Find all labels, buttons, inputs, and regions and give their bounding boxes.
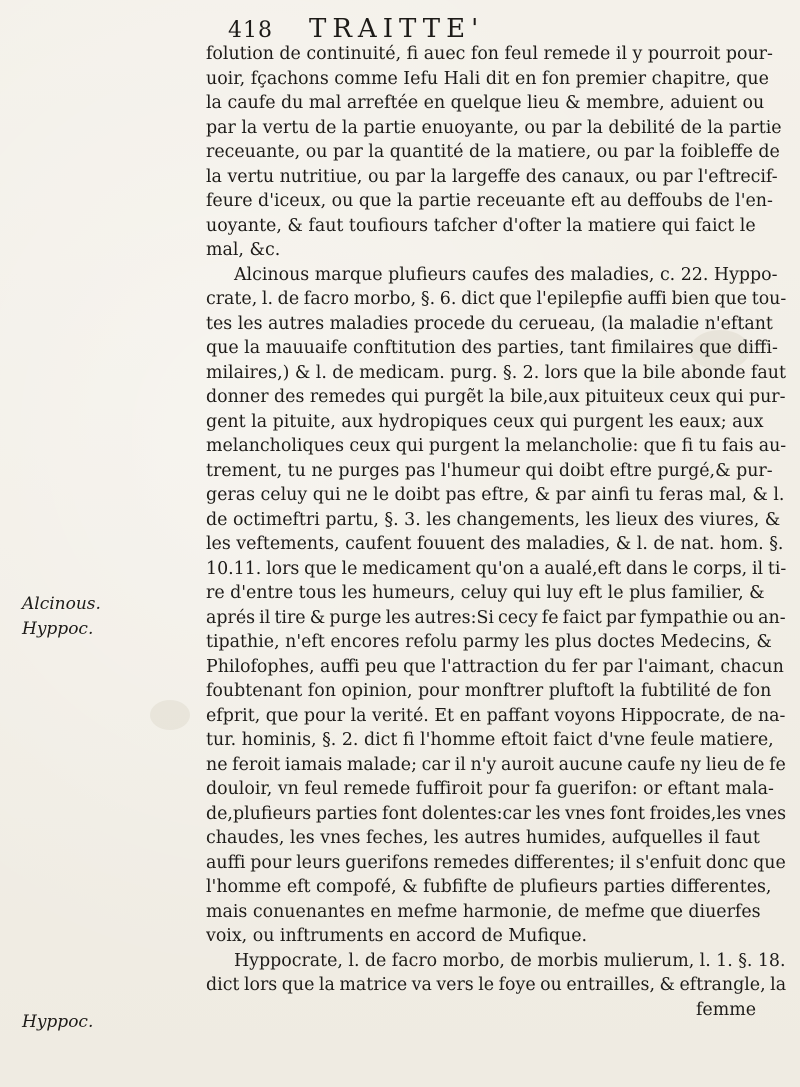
- text-line: que la mauuaife conftitution des parties, tant fimilaires que diffi-: [206, 338, 778, 358]
- text-line: trement, tu ne purges pas l'humeur qui doibt eftre purgé,& pur-: [206, 460, 773, 481]
- text-line: de octimeftri partu, §. 3. les changements, les lieux des viures, &: [206, 509, 781, 530]
- text-line: feure d'iceux, ou que la partie receuante eft au deffoubs de l'en-: [206, 191, 773, 211]
- text-line: foubtenant fon opinion, pour monftrer pluftoft la fubtilité de fon: [206, 681, 772, 701]
- text-line: l'homme eft compofé, & fubfifte de plufieurs parties differentes,: [206, 877, 772, 897]
- text-line: tes les autres maladies procede du cerueau, (la maladie n'eftant: [206, 313, 773, 334]
- margin-note: Hyppoc.: [22, 1012, 94, 1032]
- text-line: mal, &c.: [206, 240, 281, 260]
- text-line: Hyppocrate, l. de facro morbo, de morbis mulierum, l. 1. §. 18.: [234, 950, 786, 971]
- text-line: voix, ou inftruments en accord de Mufique.: [206, 926, 588, 946]
- text-line: la caufe du mal arreftée en quelque lieu & membre, aduient ou: [206, 93, 765, 113]
- text-line: femme: [695, 999, 756, 1020]
- text-line: tur. hominis, §. 2. dict fi l'homme eftoit faict d'vne feule matiere,: [206, 730, 774, 750]
- text-line: chaudes, les vnes feches, les autres humides, aufquelles il faut: [206, 828, 760, 848]
- text-line: la vertu nutritiue, ou par la largeffe des canaux, ou par l'eftrecif-: [206, 166, 778, 187]
- text-line: dict lors que la matrice va vers le foye ou entrailles, & eftrangle, la: [206, 975, 786, 995]
- text-line: gent la pituite, aux hydropiques ceux qui purgent les eaux; aux: [206, 411, 764, 432]
- text-line: efprit, que pour la verité. Et en paffant voyons Hippocrate, de na-: [206, 705, 786, 726]
- text-line: par la vertu de la partie enuoyante, ou par la debilité de la partie: [206, 117, 782, 138]
- text-line: donner des remedes qui purgẽt la bile,aux pituiteux ceux qui pur-: [206, 387, 786, 407]
- margin-note: Hyppoc.: [22, 619, 94, 639]
- text-line: de,plufieurs parties font dolentes:car les vnes font froides,les vnes: [206, 803, 786, 824]
- text-line: milaires,) & l. de medicam. purg. §. 2. lors que la bile abonde faut: [206, 362, 786, 383]
- margin-note: Alcinous.: [22, 594, 101, 614]
- text-line: aprés il tire & purge les autres:Si cecy fe faict par fympathie ou an-: [206, 607, 786, 628]
- text-line: re d'entre tous les humeurs, celuy qui luy eft le plus familier, &: [206, 583, 765, 603]
- text-line: folution de continuité, fi auec fon feul remede il y pourroit pour-: [206, 44, 773, 64]
- text-line: Philofophes, auffi peu que l'attraction du fer par l'aimant, chacun: [206, 656, 784, 677]
- page-header: [228, 14, 484, 44]
- text-line: tipathie, n'eft encores refolu parmy les plus doctes Medecins, &: [206, 632, 772, 652]
- text-line: melancholiques ceux qui purgent la melancholie: que fi tu fais au-: [206, 436, 786, 456]
- running-title: TRAITTE': [309, 14, 485, 44]
- page-number: 418: [228, 18, 273, 43]
- text-line: uoyante, & faut toufiours tafcher d'ofter la matiere qui faict le: [206, 215, 756, 236]
- text-line: Alcinous marque plufieurs caufes des maladies, c. 22. Hyppo-: [234, 264, 778, 285]
- text-line: 10.11. lors que le medicament qu'on a aualé,eft dans le corps, il ti-: [206, 558, 786, 579]
- paper-stain: [150, 700, 190, 730]
- text-line: mais conuenantes en mefme harmonie, de mefme que diuerfes: [206, 901, 761, 922]
- body-text: [206, 42, 786, 1022]
- text-line: auffi pour leurs guerifons remedes differentes; il s'enfuit donc que: [206, 852, 786, 873]
- text-line: crate, l. de facro morbo, §. 6. dict que l'epilepfie auffi bien que tou-: [206, 289, 786, 309]
- text-line: receuante, ou par la quantité de la matiere, ou par la foibleffe de: [206, 142, 780, 162]
- text-line: douloir, vn feul remede fuffiroit pour fa guerifon: or eftant mala-: [206, 779, 774, 799]
- text-line: uoir, fçachons comme Iefu Hali dit en fon premier chapitre, que: [206, 68, 769, 89]
- text-line: les veftements, caufent fouuent des maladies, & l. de nat. hom. §.: [206, 534, 784, 554]
- text-line: geras celuy qui ne le doibt pas eftre, & par ainfi tu feras mal, & l.: [206, 485, 785, 505]
- text-line: ne feroit iamais malade; car il n'y auroit aucune caufe ny lieu de fe: [206, 754, 786, 775]
